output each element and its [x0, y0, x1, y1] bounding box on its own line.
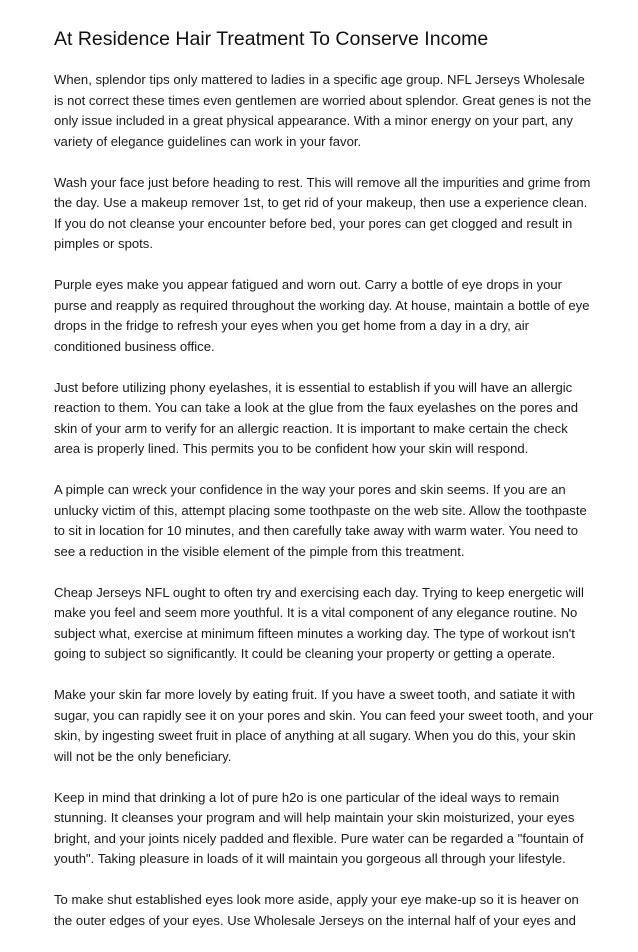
paragraph-6: Cheap Jerseys NFL ought to often try and exercising each day. Trying to keep energetic will make you feel and seem more youthful. It is a vital component of any elegance routine. No subject what, exercise at minimum fifteen minutes a working day. The type of workout isn't going to subject so significantly. It could be cleaning your property or getting a operate. — [54, 584, 584, 661]
paragraph-2: Wash your face just before heading to rest. This will remove all the impurities and grime from the day. Use a makeup remover 1st, to get rid of your makeup, then use a experience clean. If you do not cleanse your encounter before bed, your pores can get clogged and result in pimples or spots. — [54, 174, 591, 251]
paragraph-7: Make your skin far more lovely by eating fruit. If you have a sweet tooth, and satiate it with sugar, you can rapidly see it on your pores and skin. You can feed your sweet tooth, and your skin, by ingesting sweet fruit in place of anything at all sugary. When you do this, your skin will not be the only beneficiary. — [54, 687, 594, 764]
paragraph-5: A pimple can wreck your confidence in the way your pores and skin seems. If you are an unlucky victim of this, attempt placing some toothpaste on the web site. Allow the toothpaste to sit in location for 10 minutes, and then carefully take away with warm water. You need to see a reduction in the visible element of the pimple from this treatment. — [54, 482, 587, 559]
paragraph-8: Keep in mind that drinking a lot of pure h2o is one particular of the ideal ways to remain stunning. It cleanses your program and will help maintain your skin moisturized, your eyes bright, and your joints nicely padded and flexible. Pure water can be regarded a "fountain of youth". Taking pleasure in loads of it will maintain you gorgeous all through your lifestyle. — [54, 789, 584, 866]
paragraph-4: Just before utilizing phony eyelashes, it is essential to establish if you will have an allergic reaction to them. You can take a look at the glue from the faux eyelashes on the pores and skin of your arm to verify for an allergic reaction. It is important to make certain the check area is properly lined. This permits you to be confident how your skin will respond. — [54, 379, 579, 456]
paragraph-9: To make shut established eyes look more aside, apply your eye make-up so it is heaver on the outer edges of your eyes. Use Wholesale Jerseys on the internal half of your eyes and — [54, 892, 579, 928]
paragraph-1: When, splendor tips only mattered to ladies in a specific age group. NFL Jerseys Wholesale is not correct these times even gentlemen are worried about splendor. Great genes is not the only issue included in a great physical appearance. With a minor energy on your part, any variety of elegance guidelines can work in your favor. — [54, 72, 592, 149]
document-page — [54, 26, 594, 952]
document-title: At Residence Hair Treatment To Conserve Income — [54, 28, 489, 50]
paragraph-3: Purple eyes make you appear fatigued and worn out. Carry a bottle of eye drops in your purse and reapply as required throughout the working day. At house, maintain a bottle of eye drops in the fridge to refresh your eyes when you get home from a day in a dry, air conditioned business office. — [54, 277, 590, 354]
